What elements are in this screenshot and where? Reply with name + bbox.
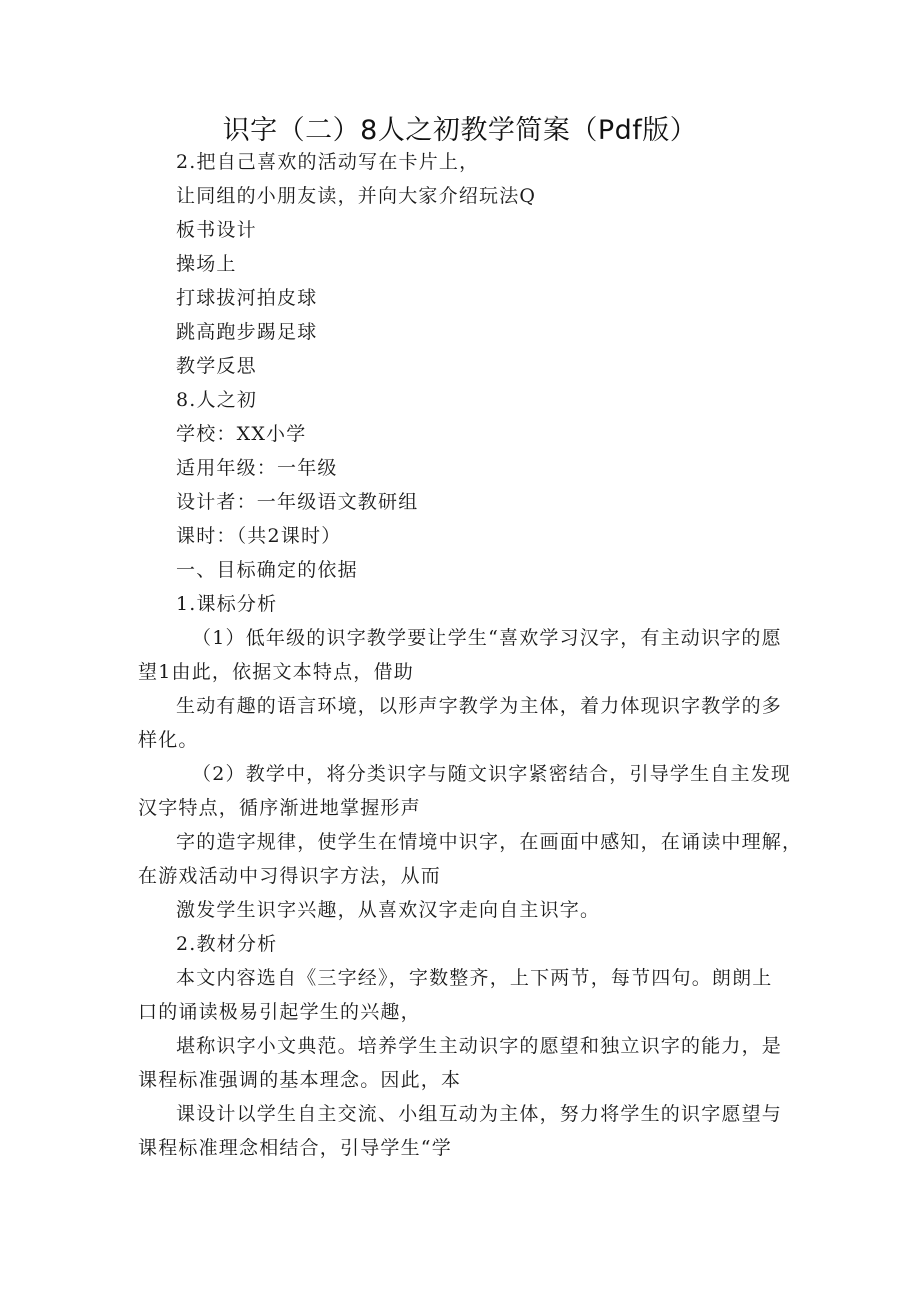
text-line: 1.课标分析 [176, 593, 278, 615]
text-line: 课时：（共2课时） [176, 525, 342, 547]
text-line: （1）低年级的识字教学要让学生“喜欢学习汉字，有主动识字的愿 [192, 627, 782, 649]
text-line: （2）教学中，将分类识字与随文识字紧密结合，引导学生自主发现 [192, 763, 792, 785]
text-line: 8.人之初 [176, 389, 258, 411]
text-line: 2.教材分析 [176, 933, 278, 955]
text-line: 设计者：一年级语文教研组 [176, 491, 419, 513]
text-line: 学校：XX小学 [176, 423, 307, 445]
text-line: 让同组的小朋友读，并向大家介绍玩法Q [176, 185, 537, 207]
text-line: 课程标准理念相结合，引导学生“学 [138, 1137, 452, 1159]
text-line: 激发学生识字兴趣，从喜欢汉字走向自主识字。 [176, 899, 601, 921]
text-line: 本文内容选自《三字经》，字数整齐，上下两节，每节四句。朗朗上 [176, 967, 773, 989]
text-line: 望1由此，依据文本特点，借助 [138, 661, 414, 683]
text-line: 课设计以学生自主交流、小组互动为主体，努力将学生的识字愿望与 [176, 1103, 783, 1125]
text-line: 堪称识字小文典范。培养学生主动识字的愿望和独立识字的能力，是 [176, 1035, 783, 1057]
text-line: 2.把自己喜欢的活动写在卡片上， [176, 151, 480, 173]
text-line: 课程标准强调的基本理念。因此，本 [138, 1069, 462, 1091]
text-line: 口的诵读极易引起学生的兴趣， [138, 1001, 421, 1023]
text-line: 适用年级：一年级 [176, 457, 338, 479]
text-line: 汉字特点，循序渐进地掌握形声 [138, 797, 421, 819]
text-line: 板书设计 [176, 219, 257, 241]
text-line: 样化。 [138, 729, 199, 751]
document-title: 识字（二）8人之初教学简案（Pdf版） [222, 115, 698, 146]
text-line: 打球拔河拍皮球 [176, 287, 318, 309]
text-line: 操场上 [176, 253, 237, 275]
text-line: 教学反思 [176, 355, 257, 377]
text-line: 一、目标确定的依据 [176, 559, 358, 581]
text-line: 字的造字规律，使学生在情境中识字，在画面中感知，在诵读中理解， [176, 831, 803, 853]
text-line: 生动有趣的语言环境，以形声字教学为主体，着力体现识字教学的多 [176, 695, 783, 717]
text-line: 跳高跑步踢足球 [176, 321, 318, 343]
text-line: 在游戏活动中习得识字方法，从而 [138, 865, 442, 887]
